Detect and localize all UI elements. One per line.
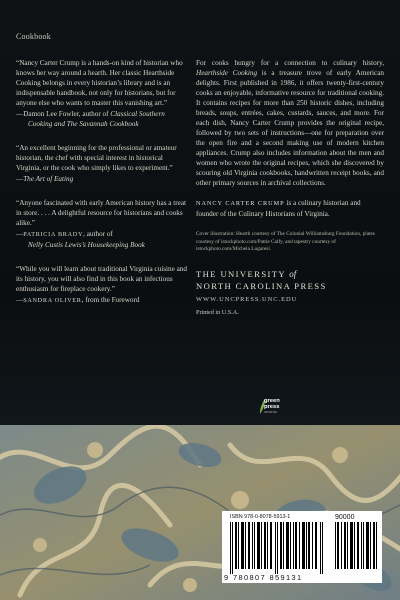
blurb-brady: [16, 198, 188, 250]
blurb-art-of-eating: [16, 143, 188, 184]
blurb-attribution: —PATRICIA BRADY, author of Nelly Custis Lewis’s Housekeeping Book: [16, 230, 145, 249]
blurb-fowler: [16, 58, 188, 129]
cover-credits: Cover illustration: Hearth courtesy of The Colonial Williamsburg Foundation, plates courtesy of istockphoto.com/Pattie Calfy, and tapestry courtesy of istockphoto.com/Michela Lugaresi.: [196, 231, 375, 253]
isbn-label: ISBN 978-0-8078-5913-1: [230, 514, 291, 520]
blurb-attribution: —Damon Lee Fowler, author of Classical Southern Cooking and The Savannah Cookbook: [16, 110, 165, 128]
blurb-quote: “While you will learn about traditional Virginia cuisine and its history, you will also find in this book an infectious enthusiasm for fireplace cookery.”: [16, 265, 187, 293]
blurb-quote: “Anyone fascinated with early American history has a treat in store. . . . A delightful resource for historians and cooks alike.”: [16, 199, 187, 227]
book-description: For cooks hungry for a connection to culinary history, Hearthside Cooking is a treasure trove of early American delights. First published in 1986, it offers twenty-first-century cooks an enjoyable, informative resource for traditional cooking. It contains recipes for more than 250 historic dishes, including breads, soups, entrées, cakes, custards, sauces, and more. For each dish, Nancy Carter Crump provides the original recipe, followed by two sets of instructions—one for preparation over the open fire and a second making use of modern kitchen appliances. Crump also includes information about the men and women who wrote the original recipes, which she discovered by scouring old Virginia cookbooks, handwritten receipt books, and other primary sources in archival collections.: [196, 59, 385, 187]
price-code: 90000: [335, 514, 355, 521]
author-bio: NANCY CARTER CRUMP is a culinary historian and founder of the Culinary Historians of Virginia.: [196, 199, 361, 218]
description-column: [196, 58, 384, 318]
blurb-attribution: —SANDRA OLIVER, from the Foreword: [16, 296, 140, 304]
publisher-name: THE UNIVERSITY of NORTH CAROLINA PRESS: [196, 268, 327, 291]
price-barcode-bars: [334, 522, 378, 569]
category-label: Cookbook: [16, 32, 51, 41]
isbn-barcode: [222, 511, 382, 583]
blurb-oliver: [16, 264, 188, 306]
barcode-digits: 9 780807 859131: [224, 573, 303, 582]
barcode-bars: [228, 522, 328, 574]
cover-text-panel: Cookbook “Nancy Carter Crump is a hands-on kind of historian who knows her way around a hearth. Her classic Hearthside Cooking belongs in every historian’s library and is an indispensable handbook, not only for historians, but for anyone else who wants to master this vanishing art.” —Damon Lee Fowler, author of Classical Southern Cooking and The Savannah Cookbook “An excellent beginning for the professional or amateur historian, the chef with special interest in historical Virginia, or the cook who simply likes to experiment.” —The Art of Eating “Anyone fascinated with early American history has a treat in store. . . . A delightful resource for historians and cooks alike.” —PATRICIA BRADY, author of Nelly Custis Lewis’s Housekeeping Book “While you will learn about traditional Virginia cuisine and its history, you will also find in this book an infectious enthusiasm for fireplace cookery.” —SANDRA OLIVER, from the Foreword For cooks hungry for a connection to culinary history, Hearthside Cooking is a treasure trove of early American delights. First published in 1986, it offers twenty-first-century cooks an enjoyable, informative resource for traditional cooking. It contains recipes for more than 250 historic dishes, including breads, soups, entrées, cakes, custards, sauces, and more. For each dish, Nancy Carter Crump provides the original recipe, followed by two sets of instructions—one for preparation over the open fire and a second making use of modern kitchen appliances. Crump also includes information about the men and women who wrote the original recipes, which she discovered by scouring old Virginia cookbooks, handwritten receipt books, and other primary sources in archival collections. NANCY CARTER CRUMP is a culinary historian and founder of the Culinary Historians of Virginia. Cover illustration: Hearth courtesy of The Colonial Williamsburg Foundation, plates courtesy of istockphoto.com/Pattie Calfy, and tapestry courtesy of istockphoto.com/Michela Lugaresi. THE UNIVERSITY of NORTH CAROLINA PRESS WWW.UNCPRESS.UNC.EDU Printed in U.S.A. green press INITIATIVE: [0, 0, 400, 425]
praise-column: [16, 58, 188, 320]
author-name: NANCY CARTER CRUMP: [196, 200, 285, 207]
printed-in-label: Printed in U.S.A.: [196, 308, 239, 316]
blurb-quote: “Nancy Carter Crump is a hands-on kind of historian who knows her way around a hearth. Her classic Hearthside Cooking belongs in every historian’s library and is an indispensable handbook, not only for historians, but for anyone else who wants to master this vanishing art.”: [16, 59, 183, 107]
blurb-quote: “An excellent beginning for the professional or amateur historian, the chef with special interest in historical Virginia, or the cook who simply likes to experiment.”: [16, 144, 177, 172]
blurb-attribution: —The Art of Eating: [16, 175, 74, 183]
publisher-url: WWW.UNCPRESS.UNC.EDU: [196, 295, 298, 303]
